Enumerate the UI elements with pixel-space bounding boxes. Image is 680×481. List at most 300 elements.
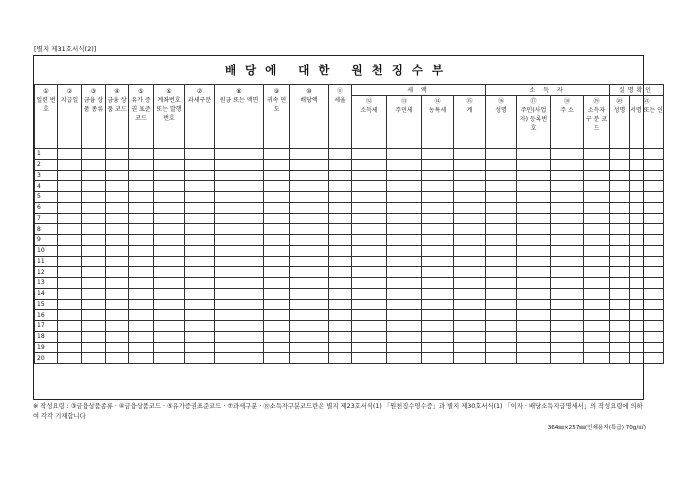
table-cell[interactable] [215, 256, 264, 267]
table-cell[interactable] [551, 159, 584, 170]
table-cell[interactable] [610, 288, 630, 299]
table-cell[interactable] [517, 149, 551, 160]
table-cell[interactable] [215, 149, 264, 160]
table-cell[interactable] [422, 170, 454, 181]
table-cell[interactable] [387, 170, 422, 181]
table-cell[interactable] [551, 192, 584, 203]
table-cell[interactable] [154, 256, 185, 267]
table-cell[interactable] [584, 192, 610, 203]
table-cell[interactable] [82, 256, 106, 267]
table-cell[interactable] [630, 310, 664, 321]
table-cell[interactable] [215, 235, 264, 246]
table-cell[interactable] [106, 267, 129, 278]
table-cell[interactable] [630, 202, 664, 213]
table-cell[interactable] [215, 331, 264, 342]
table-cell[interactable] [58, 202, 82, 213]
table-cell[interactable] [82, 149, 106, 160]
table-cell[interactable] [82, 202, 106, 213]
table-cell[interactable] [630, 224, 664, 235]
table-cell[interactable] [106, 278, 129, 289]
table-cell[interactable] [329, 224, 352, 235]
table-cell[interactable] [129, 213, 154, 224]
table-cell[interactable] [610, 353, 630, 364]
table-cell[interactable] [185, 299, 215, 310]
table-cell[interactable] [58, 170, 82, 181]
table-cell[interactable] [106, 245, 129, 256]
table-cell[interactable] [185, 278, 215, 289]
table-cell[interactable] [264, 213, 290, 224]
table-cell[interactable] [551, 267, 584, 278]
table-cell[interactable] [584, 299, 610, 310]
table-cell[interactable] [517, 170, 551, 181]
table-cell[interactable] [486, 342, 517, 353]
table-cell[interactable] [551, 235, 584, 246]
table-cell[interactable] [517, 342, 551, 353]
table-cell[interactable] [154, 353, 185, 364]
table-cell[interactable] [82, 331, 106, 342]
table-cell[interactable] [422, 235, 454, 246]
table-cell[interactable] [154, 224, 185, 235]
table-cell[interactable] [329, 353, 352, 364]
table-cell[interactable] [387, 213, 422, 224]
table-cell[interactable] [422, 353, 454, 364]
table-cell[interactable] [454, 202, 486, 213]
table-cell[interactable] [387, 245, 422, 256]
table-cell[interactable] [551, 245, 584, 256]
table-cell[interactable] [154, 245, 185, 256]
table-cell[interactable] [352, 235, 387, 246]
table-cell[interactable] [352, 278, 387, 289]
table-cell[interactable] [154, 331, 185, 342]
table-cell[interactable] [454, 149, 486, 160]
table-cell[interactable] [387, 149, 422, 160]
table-cell[interactable] [551, 353, 584, 364]
table-cell[interactable] [551, 278, 584, 289]
table-cell[interactable] [106, 192, 129, 203]
table-cell[interactable] [551, 321, 584, 332]
table-cell[interactable] [486, 288, 517, 299]
table-cell[interactable] [584, 331, 610, 342]
table-cell[interactable] [106, 213, 129, 224]
table-cell[interactable] [82, 267, 106, 278]
table-cell[interactable] [486, 235, 517, 246]
table-cell[interactable] [290, 213, 329, 224]
table-cell[interactable] [58, 181, 82, 192]
table-cell[interactable] [329, 170, 352, 181]
table-cell[interactable] [215, 353, 264, 364]
table-cell[interactable] [486, 170, 517, 181]
table-cell[interactable] [610, 149, 630, 160]
table-cell[interactable] [264, 224, 290, 235]
table-cell[interactable] [58, 213, 82, 224]
table-cell[interactable] [82, 321, 106, 332]
table-cell[interactable] [486, 159, 517, 170]
table-cell[interactable] [584, 353, 610, 364]
table-cell[interactable] [486, 299, 517, 310]
table-cell[interactable] [106, 235, 129, 246]
table-cell[interactable] [551, 299, 584, 310]
table-cell[interactable] [58, 321, 82, 332]
table-cell[interactable] [215, 310, 264, 321]
table-cell[interactable] [630, 288, 664, 299]
table-cell[interactable] [329, 192, 352, 203]
table-cell[interactable] [610, 310, 630, 321]
table-cell[interactable] [106, 353, 129, 364]
table-cell[interactable] [290, 299, 329, 310]
table-cell[interactable] [584, 342, 610, 353]
table-cell[interactable] [352, 181, 387, 192]
table-cell[interactable] [517, 310, 551, 321]
table-cell[interactable] [58, 245, 82, 256]
table-cell[interactable] [454, 256, 486, 267]
table-cell[interactable] [129, 149, 154, 160]
table-cell[interactable] [329, 149, 352, 160]
table-cell[interactable] [290, 331, 329, 342]
table-cell[interactable] [387, 235, 422, 246]
table-cell[interactable] [517, 331, 551, 342]
table-cell[interactable] [290, 321, 329, 332]
table-cell[interactable] [584, 159, 610, 170]
table-cell[interactable] [454, 299, 486, 310]
table-cell[interactable] [329, 245, 352, 256]
table-cell[interactable] [584, 288, 610, 299]
table-cell[interactable] [154, 235, 185, 246]
table-cell[interactable] [106, 256, 129, 267]
table-cell[interactable] [352, 245, 387, 256]
table-cell[interactable] [82, 278, 106, 289]
table-cell[interactable] [264, 278, 290, 289]
table-cell[interactable] [486, 321, 517, 332]
table-cell[interactable] [290, 256, 329, 267]
table-cell[interactable] [610, 278, 630, 289]
table-cell[interactable] [215, 267, 264, 278]
table-cell[interactable] [387, 256, 422, 267]
table-cell[interactable] [610, 256, 630, 267]
table-cell[interactable] [387, 310, 422, 321]
table-cell[interactable] [215, 181, 264, 192]
table-cell[interactable] [422, 278, 454, 289]
table-cell[interactable] [584, 256, 610, 267]
table-cell[interactable] [185, 342, 215, 353]
table-cell[interactable] [106, 170, 129, 181]
table-cell[interactable] [387, 202, 422, 213]
table-cell[interactable] [154, 202, 185, 213]
table-cell[interactable] [486, 278, 517, 289]
table-cell[interactable] [551, 181, 584, 192]
table-cell[interactable] [264, 299, 290, 310]
table-cell[interactable] [185, 149, 215, 160]
table-cell[interactable] [422, 267, 454, 278]
table-cell[interactable] [154, 288, 185, 299]
table-cell[interactable] [106, 159, 129, 170]
table-cell[interactable] [517, 202, 551, 213]
table-cell[interactable] [82, 245, 106, 256]
table-cell[interactable] [422, 159, 454, 170]
table-cell[interactable] [264, 321, 290, 332]
table-cell[interactable] [517, 213, 551, 224]
table-cell[interactable] [630, 353, 664, 364]
table-cell[interactable] [329, 181, 352, 192]
table-cell[interactable] [584, 181, 610, 192]
table-cell[interactable] [352, 224, 387, 235]
table-cell[interactable] [154, 278, 185, 289]
table-cell[interactable] [185, 235, 215, 246]
table-cell[interactable] [517, 181, 551, 192]
table-cell[interactable] [352, 310, 387, 321]
table-cell[interactable] [352, 149, 387, 160]
table-cell[interactable] [215, 202, 264, 213]
table-cell[interactable] [82, 213, 106, 224]
table-cell[interactable] [290, 310, 329, 321]
table-cell[interactable] [454, 342, 486, 353]
table-cell[interactable] [610, 331, 630, 342]
table-cell[interactable] [352, 321, 387, 332]
table-cell[interactable] [387, 278, 422, 289]
table-cell[interactable] [610, 213, 630, 224]
table-cell[interactable] [82, 235, 106, 246]
table-cell[interactable] [517, 256, 551, 267]
table-cell[interactable] [387, 224, 422, 235]
table-cell[interactable] [630, 192, 664, 203]
table-cell[interactable] [129, 224, 154, 235]
table-cell[interactable] [82, 224, 106, 235]
table-cell[interactable] [154, 213, 185, 224]
table-cell[interactable] [454, 224, 486, 235]
table-cell[interactable] [551, 288, 584, 299]
table-cell[interactable] [422, 299, 454, 310]
table-cell[interactable] [454, 288, 486, 299]
table-cell[interactable] [584, 149, 610, 160]
table-cell[interactable] [185, 192, 215, 203]
table-cell[interactable] [264, 245, 290, 256]
table-cell[interactable] [630, 181, 664, 192]
table-cell[interactable] [290, 149, 329, 160]
table-cell[interactable] [422, 149, 454, 160]
table-cell[interactable] [185, 213, 215, 224]
table-cell[interactable] [630, 235, 664, 246]
table-cell[interactable] [610, 342, 630, 353]
table-cell[interactable] [82, 342, 106, 353]
table-cell[interactable] [58, 278, 82, 289]
table-cell[interactable] [215, 159, 264, 170]
table-cell[interactable] [290, 235, 329, 246]
table-cell[interactable] [352, 192, 387, 203]
table-cell[interactable] [264, 331, 290, 342]
table-cell[interactable] [454, 181, 486, 192]
table-cell[interactable] [106, 181, 129, 192]
table-cell[interactable] [329, 159, 352, 170]
table-cell[interactable] [154, 192, 185, 203]
table-cell[interactable] [584, 310, 610, 321]
table-cell[interactable] [551, 342, 584, 353]
table-cell[interactable] [517, 353, 551, 364]
table-cell[interactable] [58, 299, 82, 310]
table-cell[interactable] [517, 235, 551, 246]
table-cell[interactable] [551, 149, 584, 160]
table-cell[interactable] [584, 224, 610, 235]
table-cell[interactable] [185, 181, 215, 192]
table-cell[interactable] [129, 278, 154, 289]
table-cell[interactable] [630, 278, 664, 289]
table-cell[interactable] [329, 256, 352, 267]
table-cell[interactable] [422, 256, 454, 267]
table-cell[interactable] [58, 310, 82, 321]
table-cell[interactable] [352, 159, 387, 170]
table-cell[interactable] [129, 159, 154, 170]
table-cell[interactable] [129, 235, 154, 246]
table-cell[interactable] [82, 181, 106, 192]
table-cell[interactable] [215, 288, 264, 299]
table-cell[interactable] [387, 181, 422, 192]
table-cell[interactable] [82, 288, 106, 299]
table-cell[interactable] [454, 310, 486, 321]
table-cell[interactable] [264, 235, 290, 246]
table-cell[interactable] [106, 310, 129, 321]
table-cell[interactable] [630, 267, 664, 278]
table-cell[interactable] [290, 170, 329, 181]
table-cell[interactable] [290, 278, 329, 289]
table-cell[interactable] [551, 224, 584, 235]
table-cell[interactable] [290, 353, 329, 364]
table-cell[interactable] [264, 256, 290, 267]
table-cell[interactable] [215, 245, 264, 256]
table-cell[interactable] [264, 267, 290, 278]
table-cell[interactable] [610, 245, 630, 256]
table-cell[interactable] [486, 224, 517, 235]
table-cell[interactable] [630, 331, 664, 342]
table-cell[interactable] [82, 192, 106, 203]
table-cell[interactable] [58, 288, 82, 299]
table-cell[interactable] [290, 202, 329, 213]
table-cell[interactable] [610, 202, 630, 213]
table-cell[interactable] [329, 202, 352, 213]
table-cell[interactable] [58, 353, 82, 364]
table-cell[interactable] [486, 149, 517, 160]
table-cell[interactable] [610, 267, 630, 278]
table-cell[interactable] [517, 299, 551, 310]
table-cell[interactable] [329, 342, 352, 353]
table-cell[interactable] [185, 202, 215, 213]
table-cell[interactable] [517, 245, 551, 256]
table-cell[interactable] [551, 310, 584, 321]
table-cell[interactable] [129, 256, 154, 267]
table-cell[interactable] [264, 202, 290, 213]
table-cell[interactable] [129, 170, 154, 181]
table-cell[interactable] [610, 159, 630, 170]
table-cell[interactable] [352, 202, 387, 213]
table-cell[interactable] [517, 224, 551, 235]
table-cell[interactable] [630, 342, 664, 353]
table-cell[interactable] [185, 267, 215, 278]
table-cell[interactable] [352, 213, 387, 224]
table-cell[interactable] [486, 310, 517, 321]
table-cell[interactable] [82, 310, 106, 321]
table-cell[interactable] [154, 321, 185, 332]
table-cell[interactable] [630, 299, 664, 310]
table-cell[interactable] [129, 288, 154, 299]
table-cell[interactable] [454, 159, 486, 170]
table-cell[interactable] [129, 267, 154, 278]
table-cell[interactable] [352, 288, 387, 299]
table-cell[interactable] [106, 299, 129, 310]
table-cell[interactable] [610, 235, 630, 246]
table-cell[interactable] [129, 299, 154, 310]
table-cell[interactable] [129, 202, 154, 213]
table-cell[interactable] [106, 149, 129, 160]
table-cell[interactable] [630, 321, 664, 332]
table-cell[interactable] [517, 267, 551, 278]
table-cell[interactable] [290, 159, 329, 170]
table-cell[interactable] [185, 159, 215, 170]
table-cell[interactable] [422, 224, 454, 235]
table-cell[interactable] [129, 342, 154, 353]
table-cell[interactable] [454, 170, 486, 181]
table-cell[interactable] [517, 288, 551, 299]
table-cell[interactable] [584, 267, 610, 278]
table-cell[interactable] [185, 353, 215, 364]
table-cell[interactable] [454, 331, 486, 342]
table-cell[interactable] [610, 170, 630, 181]
table-cell[interactable] [610, 299, 630, 310]
table-cell[interactable] [551, 170, 584, 181]
table-cell[interactable] [422, 213, 454, 224]
table-cell[interactable] [387, 321, 422, 332]
table-cell[interactable] [486, 245, 517, 256]
table-cell[interactable] [517, 192, 551, 203]
table-cell[interactable] [215, 224, 264, 235]
table-cell[interactable] [329, 331, 352, 342]
table-cell[interactable] [486, 181, 517, 192]
table-cell[interactable] [329, 299, 352, 310]
table-cell[interactable] [517, 321, 551, 332]
table-cell[interactable] [106, 224, 129, 235]
table-cell[interactable] [154, 170, 185, 181]
table-cell[interactable] [129, 192, 154, 203]
table-cell[interactable] [129, 353, 154, 364]
table-cell[interactable] [517, 159, 551, 170]
table-cell[interactable] [610, 224, 630, 235]
table-cell[interactable] [154, 149, 185, 160]
table-cell[interactable] [329, 235, 352, 246]
table-cell[interactable] [185, 331, 215, 342]
table-cell[interactable] [630, 213, 664, 224]
table-cell[interactable] [352, 353, 387, 364]
table-cell[interactable] [454, 278, 486, 289]
table-cell[interactable] [584, 321, 610, 332]
table-cell[interactable] [454, 245, 486, 256]
table-cell[interactable] [387, 331, 422, 342]
table-cell[interactable] [610, 192, 630, 203]
table-cell[interactable] [422, 331, 454, 342]
table-cell[interactable] [422, 288, 454, 299]
table-cell[interactable] [486, 213, 517, 224]
table-cell[interactable] [486, 256, 517, 267]
table-cell[interactable] [154, 310, 185, 321]
table-cell[interactable] [454, 353, 486, 364]
table-cell[interactable] [551, 256, 584, 267]
table-cell[interactable] [422, 321, 454, 332]
table-cell[interactable] [422, 342, 454, 353]
table-cell[interactable] [215, 278, 264, 289]
table-cell[interactable] [422, 192, 454, 203]
table-cell[interactable] [329, 278, 352, 289]
table-cell[interactable] [454, 235, 486, 246]
table-cell[interactable] [584, 202, 610, 213]
table-cell[interactable] [329, 321, 352, 332]
table-cell[interactable] [329, 213, 352, 224]
table-cell[interactable] [290, 181, 329, 192]
table-cell[interactable] [82, 170, 106, 181]
